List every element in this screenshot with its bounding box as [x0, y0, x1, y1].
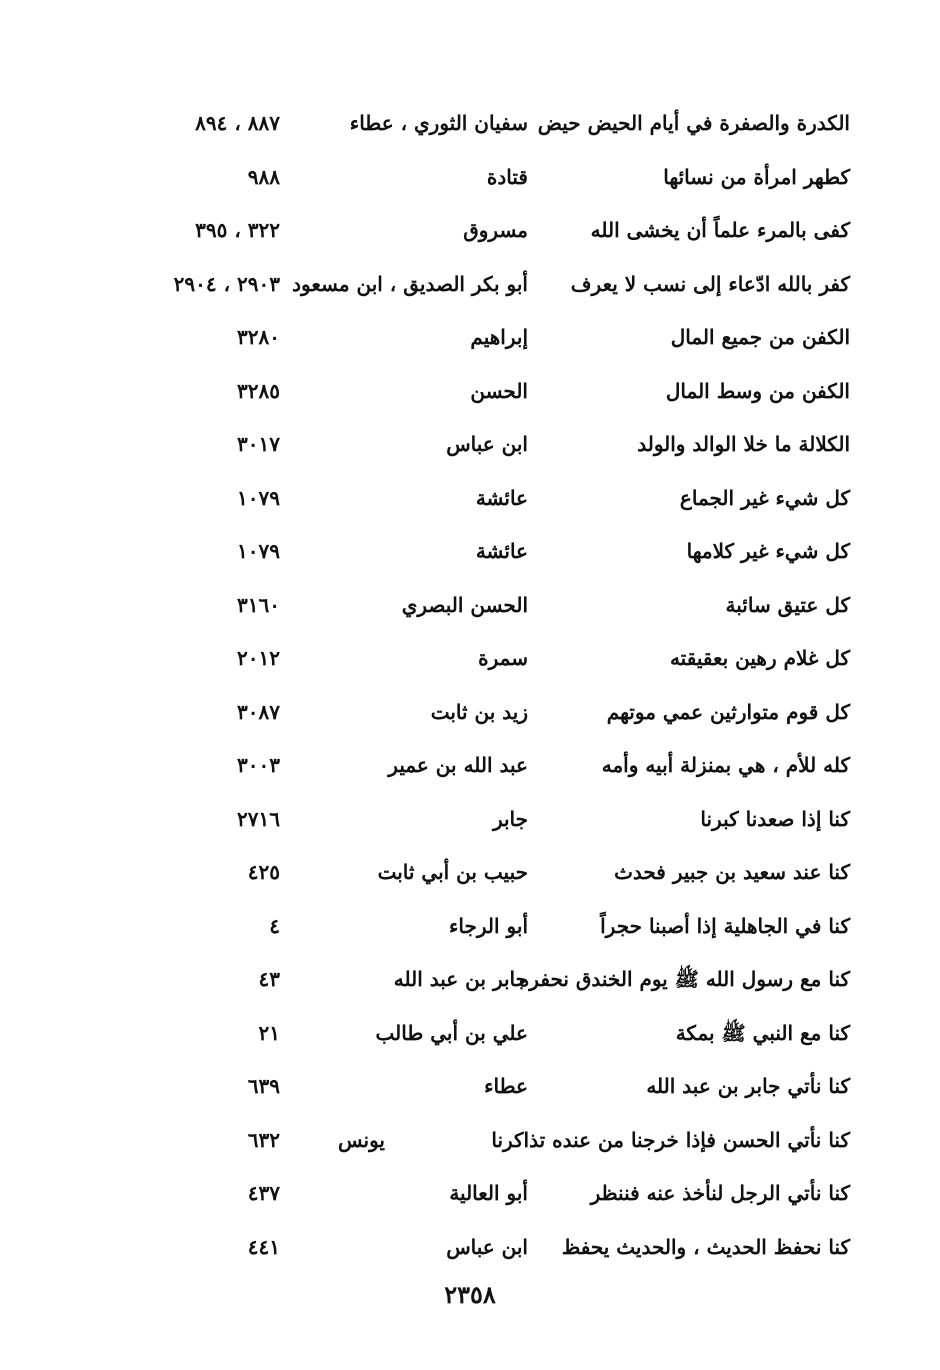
row-narrator: علي بن أبي طالب	[375, 1020, 528, 1045]
row-refs: ٦٣٢	[247, 1127, 280, 1152]
index-row	[0, 98, 940, 152]
index-row	[0, 794, 940, 848]
row-narrator: أبو الرجاء	[449, 913, 528, 938]
row-phrase: كله للأم ، هي بمنزلة أبيه وأمه	[601, 753, 850, 777]
row-refs: ٤٣٧	[247, 1181, 280, 1205]
row-narrator: عائشة	[475, 539, 528, 563]
index-row	[0, 526, 940, 580]
row-narrator: عطاء	[484, 1074, 528, 1098]
row-phrase: كنا نحفظ الحديث ، والحديث يحفظ	[561, 1234, 850, 1259]
index-row	[0, 687, 940, 741]
index-row	[0, 580, 940, 634]
row-phrase: كنا إذا صعدنا كبرنا	[700, 806, 850, 831]
row-narrator: عائشة	[475, 485, 528, 510]
index-row	[0, 312, 940, 366]
row-refs: ٨٨٧ ، ٨٩٤	[195, 111, 280, 135]
row-phrase: كل غلام رهين بعقيقته	[669, 646, 850, 670]
index-row	[0, 1115, 940, 1169]
row-narrator: جابر بن عبد الله	[393, 967, 528, 991]
row-phrase: كنا نأتي الحسن فإذا خرجنا من عنده تذاكرنا	[491, 1127, 850, 1152]
index-row	[0, 954, 940, 1008]
row-narrator: يونس	[338, 1127, 385, 1152]
row-phrase: كل عتيق سائبة	[725, 592, 850, 617]
row-narrator: زيد بن ثابت	[430, 699, 528, 724]
row-phrase: الكفن من وسط المال	[665, 378, 850, 403]
row-refs: ٣٢٨٠	[237, 325, 280, 349]
row-refs: ٢٠١٢	[237, 646, 280, 670]
row-phrase: كفر بالله ادّعاء إلى نسب لا يعرف	[570, 271, 850, 296]
index-row	[0, 152, 940, 206]
index-row	[0, 419, 940, 473]
index-row	[0, 1061, 940, 1115]
row-narrator: ابن عباس	[446, 1234, 528, 1259]
row-phrase: كنا عند سعيد بن جبير فحدث	[614, 860, 850, 884]
row-refs: ٣٠٠٣	[237, 753, 280, 777]
row-narrator: سفيان الثوري ، عطاء	[349, 111, 528, 135]
row-refs: ٩٨٨	[247, 164, 280, 189]
index-row	[0, 259, 940, 313]
row-narrator: مسروق	[463, 218, 528, 242]
index-row	[0, 740, 940, 794]
row-refs: ٤٣	[258, 967, 280, 991]
row-refs: ٢٧١٦	[237, 806, 280, 831]
row-phrase: كطهر امرأة من نسائها	[663, 164, 850, 189]
row-phrase: كنا نأتي جابر بن عبد الله	[646, 1074, 850, 1098]
index-row	[0, 633, 940, 687]
row-narrator: قتادة	[486, 164, 528, 189]
row-narrator: إبراهيم	[470, 325, 528, 349]
row-phrase: الكفن من جميع المال	[670, 325, 850, 349]
row-refs: ٢١	[258, 1020, 280, 1045]
index-row	[0, 473, 940, 527]
row-refs: ٤	[269, 913, 280, 938]
row-refs: ٢٩٠٣ ، ٢٩٠٤	[173, 271, 280, 296]
row-phrase: كنا مع النبي ﷺ بمكة	[675, 1020, 850, 1045]
index-row	[0, 1168, 940, 1222]
row-phrase: كنا مع رسول الله ﷺ يوم الخندق نحفره	[518, 967, 850, 991]
row-narrator: سمرة	[478, 646, 528, 670]
row-narrator: جابر	[492, 806, 528, 831]
row-narrator: أبو بكر الصديق ، ابن مسعود	[292, 271, 528, 296]
row-phrase: كنا في الجاهلية إذا أصبنا حجراً	[600, 913, 850, 938]
row-phrase: كفى بالمرء علماً أن يخشى الله	[590, 218, 850, 242]
row-narrator: الحسن	[470, 378, 528, 403]
row-refs: ١٠٧٩	[237, 485, 280, 510]
row-refs: ٣٢٨٥	[237, 378, 280, 403]
row-narrator: عبد الله بن عمير	[388, 753, 528, 777]
row-refs: ٤٢٥	[247, 860, 280, 884]
row-phrase: الكدرة والصفرة في أيام الحيض حيض	[537, 111, 850, 135]
index-row	[0, 366, 940, 420]
index-row	[0, 1008, 940, 1062]
row-narrator: ابن عباس	[446, 432, 528, 456]
row-narrator: أبو العالية	[449, 1181, 528, 1205]
row-phrase: الكلالة ما خلا الوالد والولد	[637, 432, 850, 456]
page-number: ٢٣٥٨	[444, 1280, 496, 1309]
row-refs: ٣٠١٧	[237, 432, 280, 456]
row-narrator: الحسن البصري	[401, 592, 528, 617]
row-refs: ٣١٦٠	[237, 592, 280, 617]
row-refs: ١٠٧٩	[237, 539, 280, 563]
row-phrase: كنا نأتي الرجل لنأخذ عنه فننظر	[590, 1181, 850, 1205]
index-row	[0, 847, 940, 901]
index-row	[0, 1222, 940, 1276]
row-narrator: حبيب بن أبي ثابت	[377, 860, 528, 884]
row-phrase: كل شيء غير كلامها	[686, 539, 850, 563]
index-row	[0, 901, 940, 955]
index-table	[0, 98, 940, 1275]
row-refs: ٣٠٨٧	[237, 699, 280, 724]
row-refs: ٦٣٩	[247, 1074, 280, 1098]
row-refs: ٤٤١	[247, 1234, 280, 1259]
row-refs: ٣٢٢ ، ٣٩٥	[195, 218, 280, 242]
row-phrase: كل قوم متوارثين عمي موتهم	[606, 699, 850, 724]
row-phrase: كل شيء غير الجماع	[679, 485, 850, 510]
index-row	[0, 205, 940, 259]
